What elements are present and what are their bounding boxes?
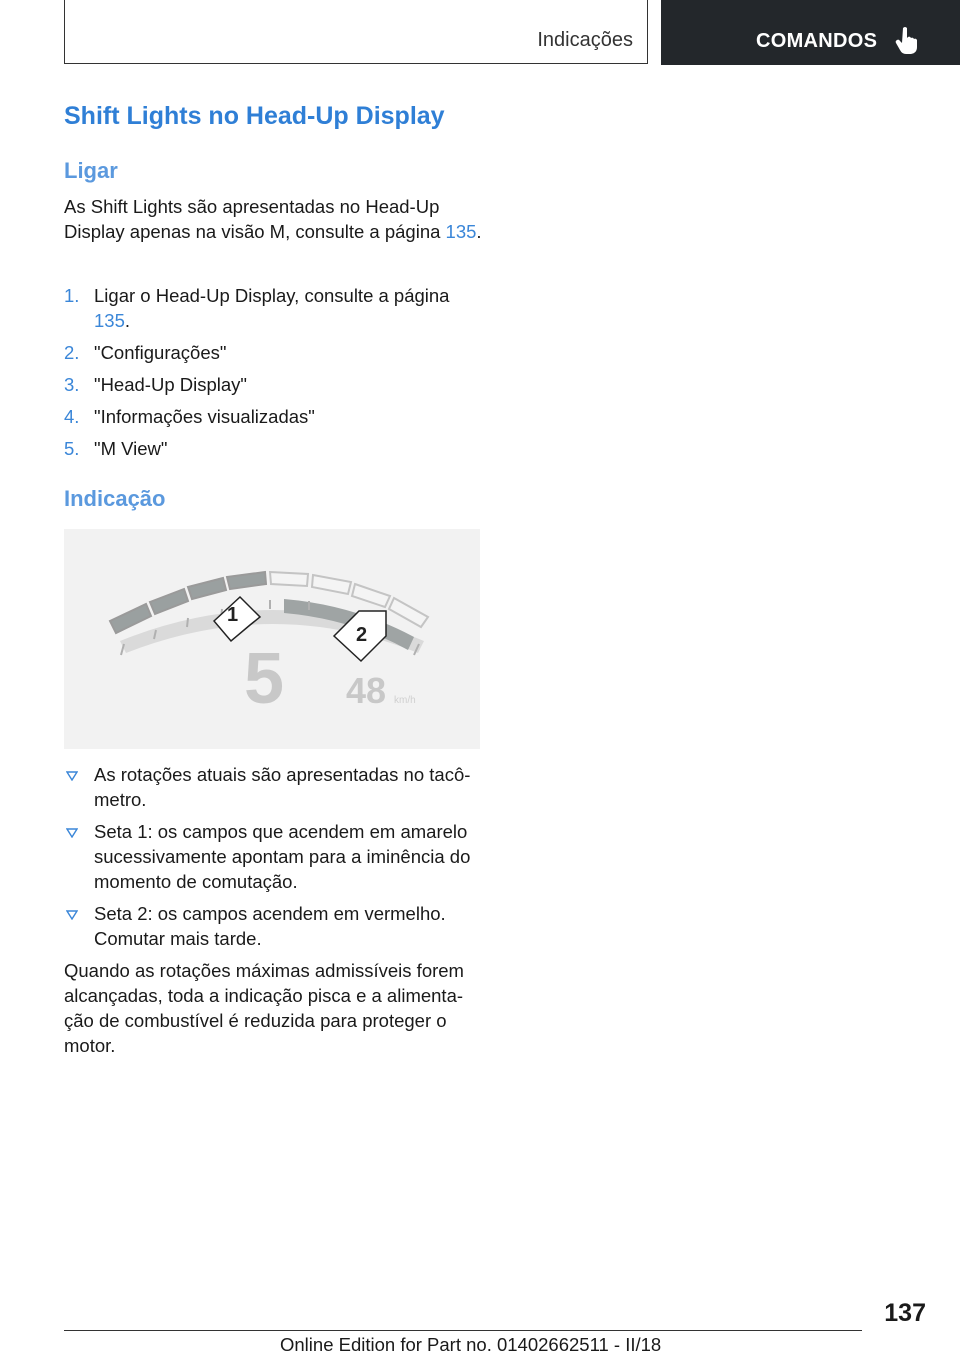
list-item: [64, 404, 484, 429]
step-number: 2.: [64, 342, 80, 363]
step-text: "M View": [94, 438, 168, 459]
speed-readout: 48: [346, 670, 387, 711]
bullet-list: [64, 762, 484, 958]
step-text: "Head-Up Display": [94, 374, 247, 395]
subheading-ligar: Ligar: [64, 158, 118, 183]
step-number: 4.: [64, 406, 80, 427]
subheading-indicacao: Indicação: [64, 486, 166, 511]
triangle-bullet-icon: [66, 771, 78, 781]
chapter-label: COMANDOS: [756, 30, 878, 52]
speed-unit: km/h: [394, 695, 416, 706]
shift-segment-empty: [312, 575, 351, 594]
page-reference-link[interactable]: 135: [94, 310, 125, 331]
list-item: [64, 762, 484, 812]
shift-segment-empty: [352, 584, 390, 607]
steps-list: [64, 283, 484, 468]
list-item: [64, 340, 484, 365]
shift-lights-illustration: [64, 529, 480, 749]
bullet-text: Seta 2: os campos acendem em vermelho. Comutar mais tarde.: [94, 903, 446, 949]
arrow-callout-1: [214, 597, 260, 641]
arrow-1-label: 1: [227, 604, 239, 626]
list-item: [64, 372, 484, 397]
step-text: "Configurações": [94, 342, 227, 363]
shift-segment-lit: [227, 572, 266, 589]
step-number: 3.: [64, 374, 80, 395]
list-item: [64, 436, 484, 461]
intro-text: As Shift Lights são apresentadas no Head-Up Display apenas na visão M, consulte a página: [64, 196, 441, 242]
edition-note: Online Edition for Part no. 01402662511 - II/18: [280, 1334, 662, 1355]
intro-paragraph: As Shift Lights são apresentadas no Head-Up Display apenas na visão M, consulte a página 135.: [64, 196, 482, 242]
triangle-bullet-icon: [66, 828, 78, 838]
pointing-hand-icon: [895, 26, 919, 54]
running-header: [64, 0, 648, 64]
bullet-text: As rotações atuais são apresentadas no tacô-metro.: [94, 764, 471, 810]
chapter-tab: [661, 0, 960, 65]
footer-divider: [64, 1330, 862, 1331]
arrow-2-label: 2: [356, 624, 368, 646]
triangle-bullet-icon: [66, 910, 78, 920]
shift-segment-empty: [270, 572, 308, 586]
bullet-text: Seta 1: os campos que acendem em amarelo sucessivamente apontam para a iminência do momento de comutação.: [94, 821, 471, 892]
shift-segment-lit: [188, 578, 226, 599]
step-number: 1.: [64, 285, 80, 306]
step-number: 5.: [64, 438, 80, 459]
step-text: "Informações visualizadas": [94, 406, 315, 427]
closing-paragraph: Quando as rotações máximas admissíveis forem alcançadas, toda a indicação pisca e a alimenta-ção de combustível é reduzida para proteger o motor.: [64, 960, 464, 1056]
section-label: Indicações: [537, 29, 633, 51]
shift-segment-lit: [150, 589, 188, 614]
shift-segment-empty: [389, 598, 428, 627]
gear-indicator: 5: [244, 639, 285, 719]
shift-segment-lit: [110, 604, 151, 633]
list-item: 1. Ligar o Head-Up Display, consulte a página 135.: [64, 285, 450, 331]
shift-lights-figure: [64, 529, 480, 749]
step-text: Ligar o Head-Up Display, consulte a página: [94, 285, 450, 306]
page-number: 137: [884, 1299, 926, 1327]
list-item: [64, 901, 484, 951]
page-reference-link[interactable]: 135: [445, 221, 477, 242]
list-item: [64, 819, 484, 894]
page-title: Shift Lights no Head-Up Display: [64, 102, 445, 130]
